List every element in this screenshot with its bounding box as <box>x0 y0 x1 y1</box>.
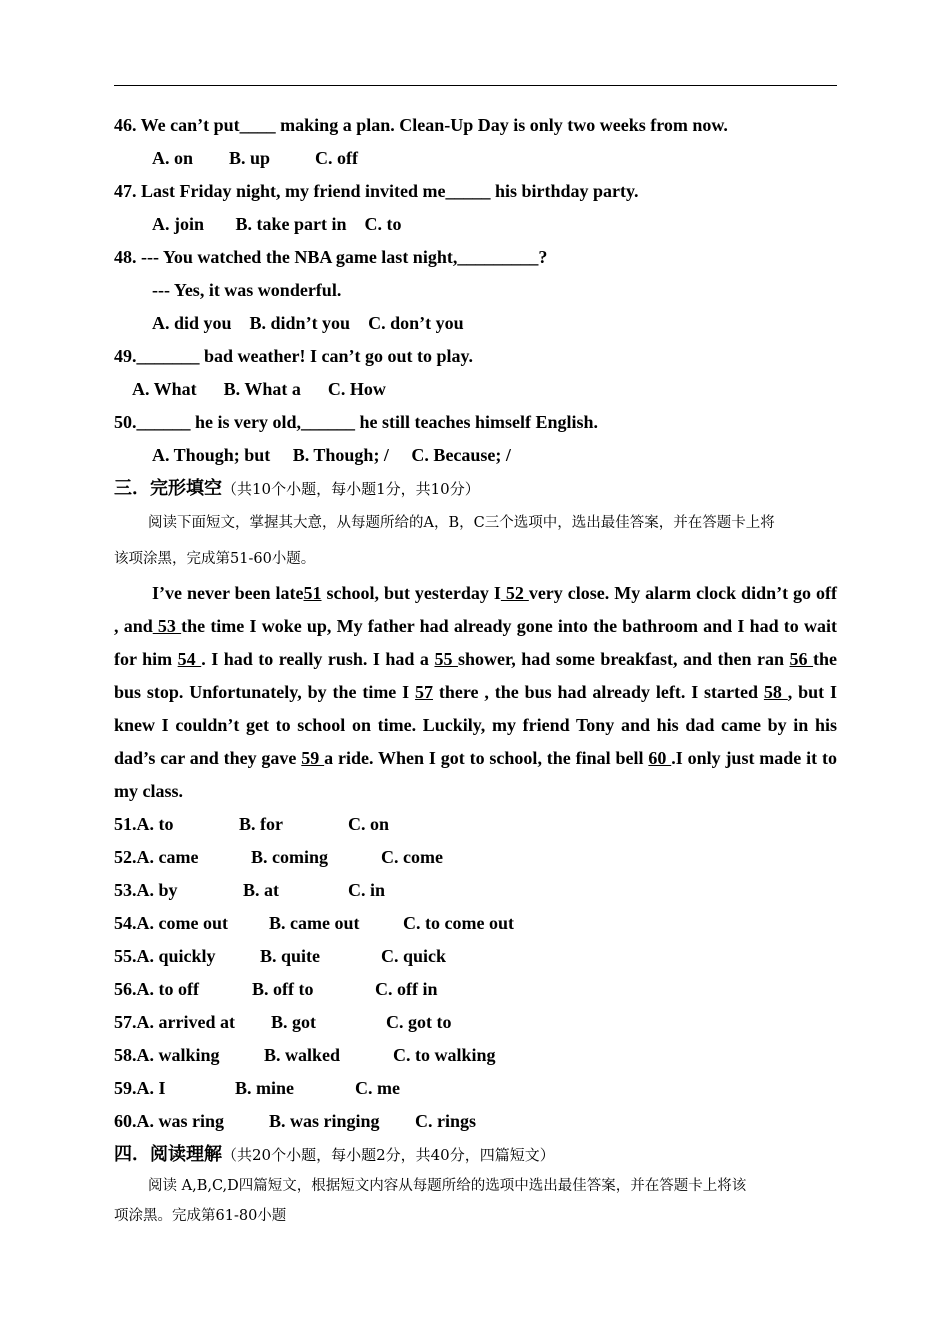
cloze-question-55 <box>114 940 837 973</box>
question-47-options: A. join B. take part in C. to <box>152 214 402 234</box>
section3-note: （共10个小题，每小题1分，共10分） <box>222 480 480 498</box>
option-a-text: A. quickly <box>136 946 216 966</box>
passage-text: shower, had some breakfast, and then ran <box>457 649 790 669</box>
cloze-passage <box>114 577 837 808</box>
option-c: C. to walking <box>393 1045 496 1065</box>
blank-51: 51 <box>303 583 322 603</box>
option-a-text: A. arrived at <box>136 1012 235 1032</box>
question-number: 53. <box>114 880 137 900</box>
option-b: B. walked <box>264 1045 341 1065</box>
question-46-stem: 46. We can’t put____ making a plan. Clean-Up Day is only two weeks from now. <box>114 115 728 135</box>
question-number: 54. <box>114 913 137 933</box>
option-c: C. come <box>381 847 443 867</box>
option-c: C. quick <box>381 946 447 966</box>
cloze-question-list <box>114 808 837 1138</box>
section3-instruction-2: 该项涂黑，完成第51-60小题。 <box>114 551 316 567</box>
question-number: 57. <box>114 1012 137 1032</box>
question-48-reply: --- Yes, it was wonderful. <box>152 280 342 300</box>
option-b: B. was ringing <box>269 1111 380 1131</box>
option-a <box>114 874 243 907</box>
option-a <box>114 808 239 841</box>
option-b: B. came out <box>269 913 360 933</box>
option-b: B. mine <box>235 1078 295 1098</box>
question-48-options: A. did you B. didn’t you C. don’t you <box>152 313 464 333</box>
question-49-stem: 49._______ bad weather! I can’t go out to play. <box>114 346 473 366</box>
cloze-question-60 <box>114 1105 837 1138</box>
option-a-text: A. was ring <box>136 1111 225 1131</box>
blank-53: 53 <box>152 616 182 636</box>
question-number: 51. <box>114 814 137 834</box>
cloze-question-53 <box>114 874 837 907</box>
blank-58: 58 <box>763 682 788 702</box>
passage-text: the bus stop. Unfortunately, by the time I <box>114 649 838 702</box>
option-a-text: A. by <box>136 880 178 900</box>
option-c: C. to come out <box>403 913 514 933</box>
passage-text: I’ve never been late <box>152 583 304 603</box>
option-c: C. me <box>355 1078 400 1098</box>
option-a-text: A. to <box>136 814 174 834</box>
cloze-question-59 <box>114 1072 837 1105</box>
option-a <box>114 1105 269 1138</box>
option-a <box>114 1039 264 1072</box>
cloze-question-54 <box>114 907 837 940</box>
option-a <box>114 1072 235 1105</box>
question-46-options: A. on B. up C. off <box>152 148 359 168</box>
cloze-question-56 <box>114 973 837 1006</box>
blank-56: 56 <box>789 649 814 669</box>
question-49-options: A. What B. What a C. How <box>132 379 386 399</box>
option-a <box>114 841 251 874</box>
passage-text: school, but yesterday I <box>321 583 501 603</box>
question-47-stem: 47. Last Friday night, my friend invited me_____ his birthday party. <box>114 181 639 201</box>
passage-text: , but I knew I couldn’t get to school on time. Luckily, my friend Tony and his dad came by in his dad’s car and they gave <box>114 682 837 768</box>
section4-instruction-1: 阅读 A,B,C,D四篇短文，根据短文内容从每题所给的选项中选出最佳答案，并在答题卡上将该 <box>148 1178 747 1194</box>
question-number: 55. <box>114 946 137 966</box>
option-c: C. on <box>348 814 390 834</box>
cloze-question-58 <box>114 1039 837 1072</box>
option-a-text: A. walking <box>136 1045 220 1065</box>
option-b: B. off to <box>252 979 314 999</box>
passage-text: very close. My alarm clock didn’t go off , and <box>114 583 837 636</box>
blank-59: 59 <box>301 748 325 768</box>
option-a <box>114 973 252 1006</box>
option-a-text: A. came <box>136 847 199 867</box>
question-number: 58. <box>114 1045 137 1065</box>
cloze-question-57 <box>114 1006 837 1039</box>
question-number: 59. <box>114 1078 137 1098</box>
section3-title: 三．完形填空 <box>114 478 222 498</box>
section4-note: （共20个小题，每小题2分，共40分，四篇短文） <box>222 1146 555 1164</box>
cloze-question-51 <box>114 808 837 841</box>
section4-heading <box>114 1138 837 1171</box>
exam-page <box>114 109 837 1231</box>
passage-text: a ride. When I got to school, the final bell <box>324 748 649 768</box>
cloze-question-52 <box>114 841 837 874</box>
section4-title: 四．阅读理解 <box>114 1144 222 1164</box>
section3-heading <box>114 472 837 505</box>
question-number: 52. <box>114 847 137 867</box>
passage-text: . I had to really rush. I had a <box>201 649 435 669</box>
question-number: 60. <box>114 1111 137 1131</box>
option-a-text: A. come out <box>136 913 228 933</box>
option-b: B. got <box>271 1012 316 1032</box>
question-50-stem: 50.______ he is very old,______ he still teaches himself English. <box>114 412 599 432</box>
option-c: C. in <box>348 880 386 900</box>
blank-57: 57 <box>415 682 434 702</box>
blank-52: 52 <box>500 583 529 603</box>
blank-60: 60 <box>648 748 672 768</box>
option-a-text: A. I <box>136 1078 166 1098</box>
top-rule <box>114 85 837 86</box>
section3-instruction-1: 阅读下面短文，掌握其大意，从每题所给的A，B，C三个选项中，选出最佳答案，并在答题卡上将 <box>148 515 775 531</box>
passage-text: there , the bus had already left. I started <box>433 682 764 702</box>
question-50-options: A. Though; but B. Though; / C. Because; / <box>152 445 511 465</box>
option-b: B. coming <box>251 847 329 867</box>
section4-instruction-2: 项涂黑。完成第61-80小题 <box>114 1208 287 1224</box>
question-number: 56. <box>114 979 137 999</box>
option-a-text: A. to off <box>136 979 199 999</box>
option-c: C. off in <box>375 979 438 999</box>
blank-54: 54 <box>177 649 202 669</box>
passage-text: .I only just made it to my class. <box>114 748 837 801</box>
option-b: B. for <box>239 814 283 834</box>
option-a <box>114 1006 271 1039</box>
blank-55: 55 <box>434 649 458 669</box>
option-b: B. at <box>243 880 279 900</box>
option-a <box>114 907 269 940</box>
option-c: C. rings <box>415 1111 477 1131</box>
option-c: C. got to <box>386 1012 452 1032</box>
option-b: B. quite <box>260 946 321 966</box>
option-a <box>114 940 260 973</box>
question-48-stem: 48. --- You watched the NBA game last night,_________? <box>114 247 548 267</box>
passage-text: the time I woke up, My father had already gone into the bathroom and I had to wait for him <box>114 616 837 669</box>
